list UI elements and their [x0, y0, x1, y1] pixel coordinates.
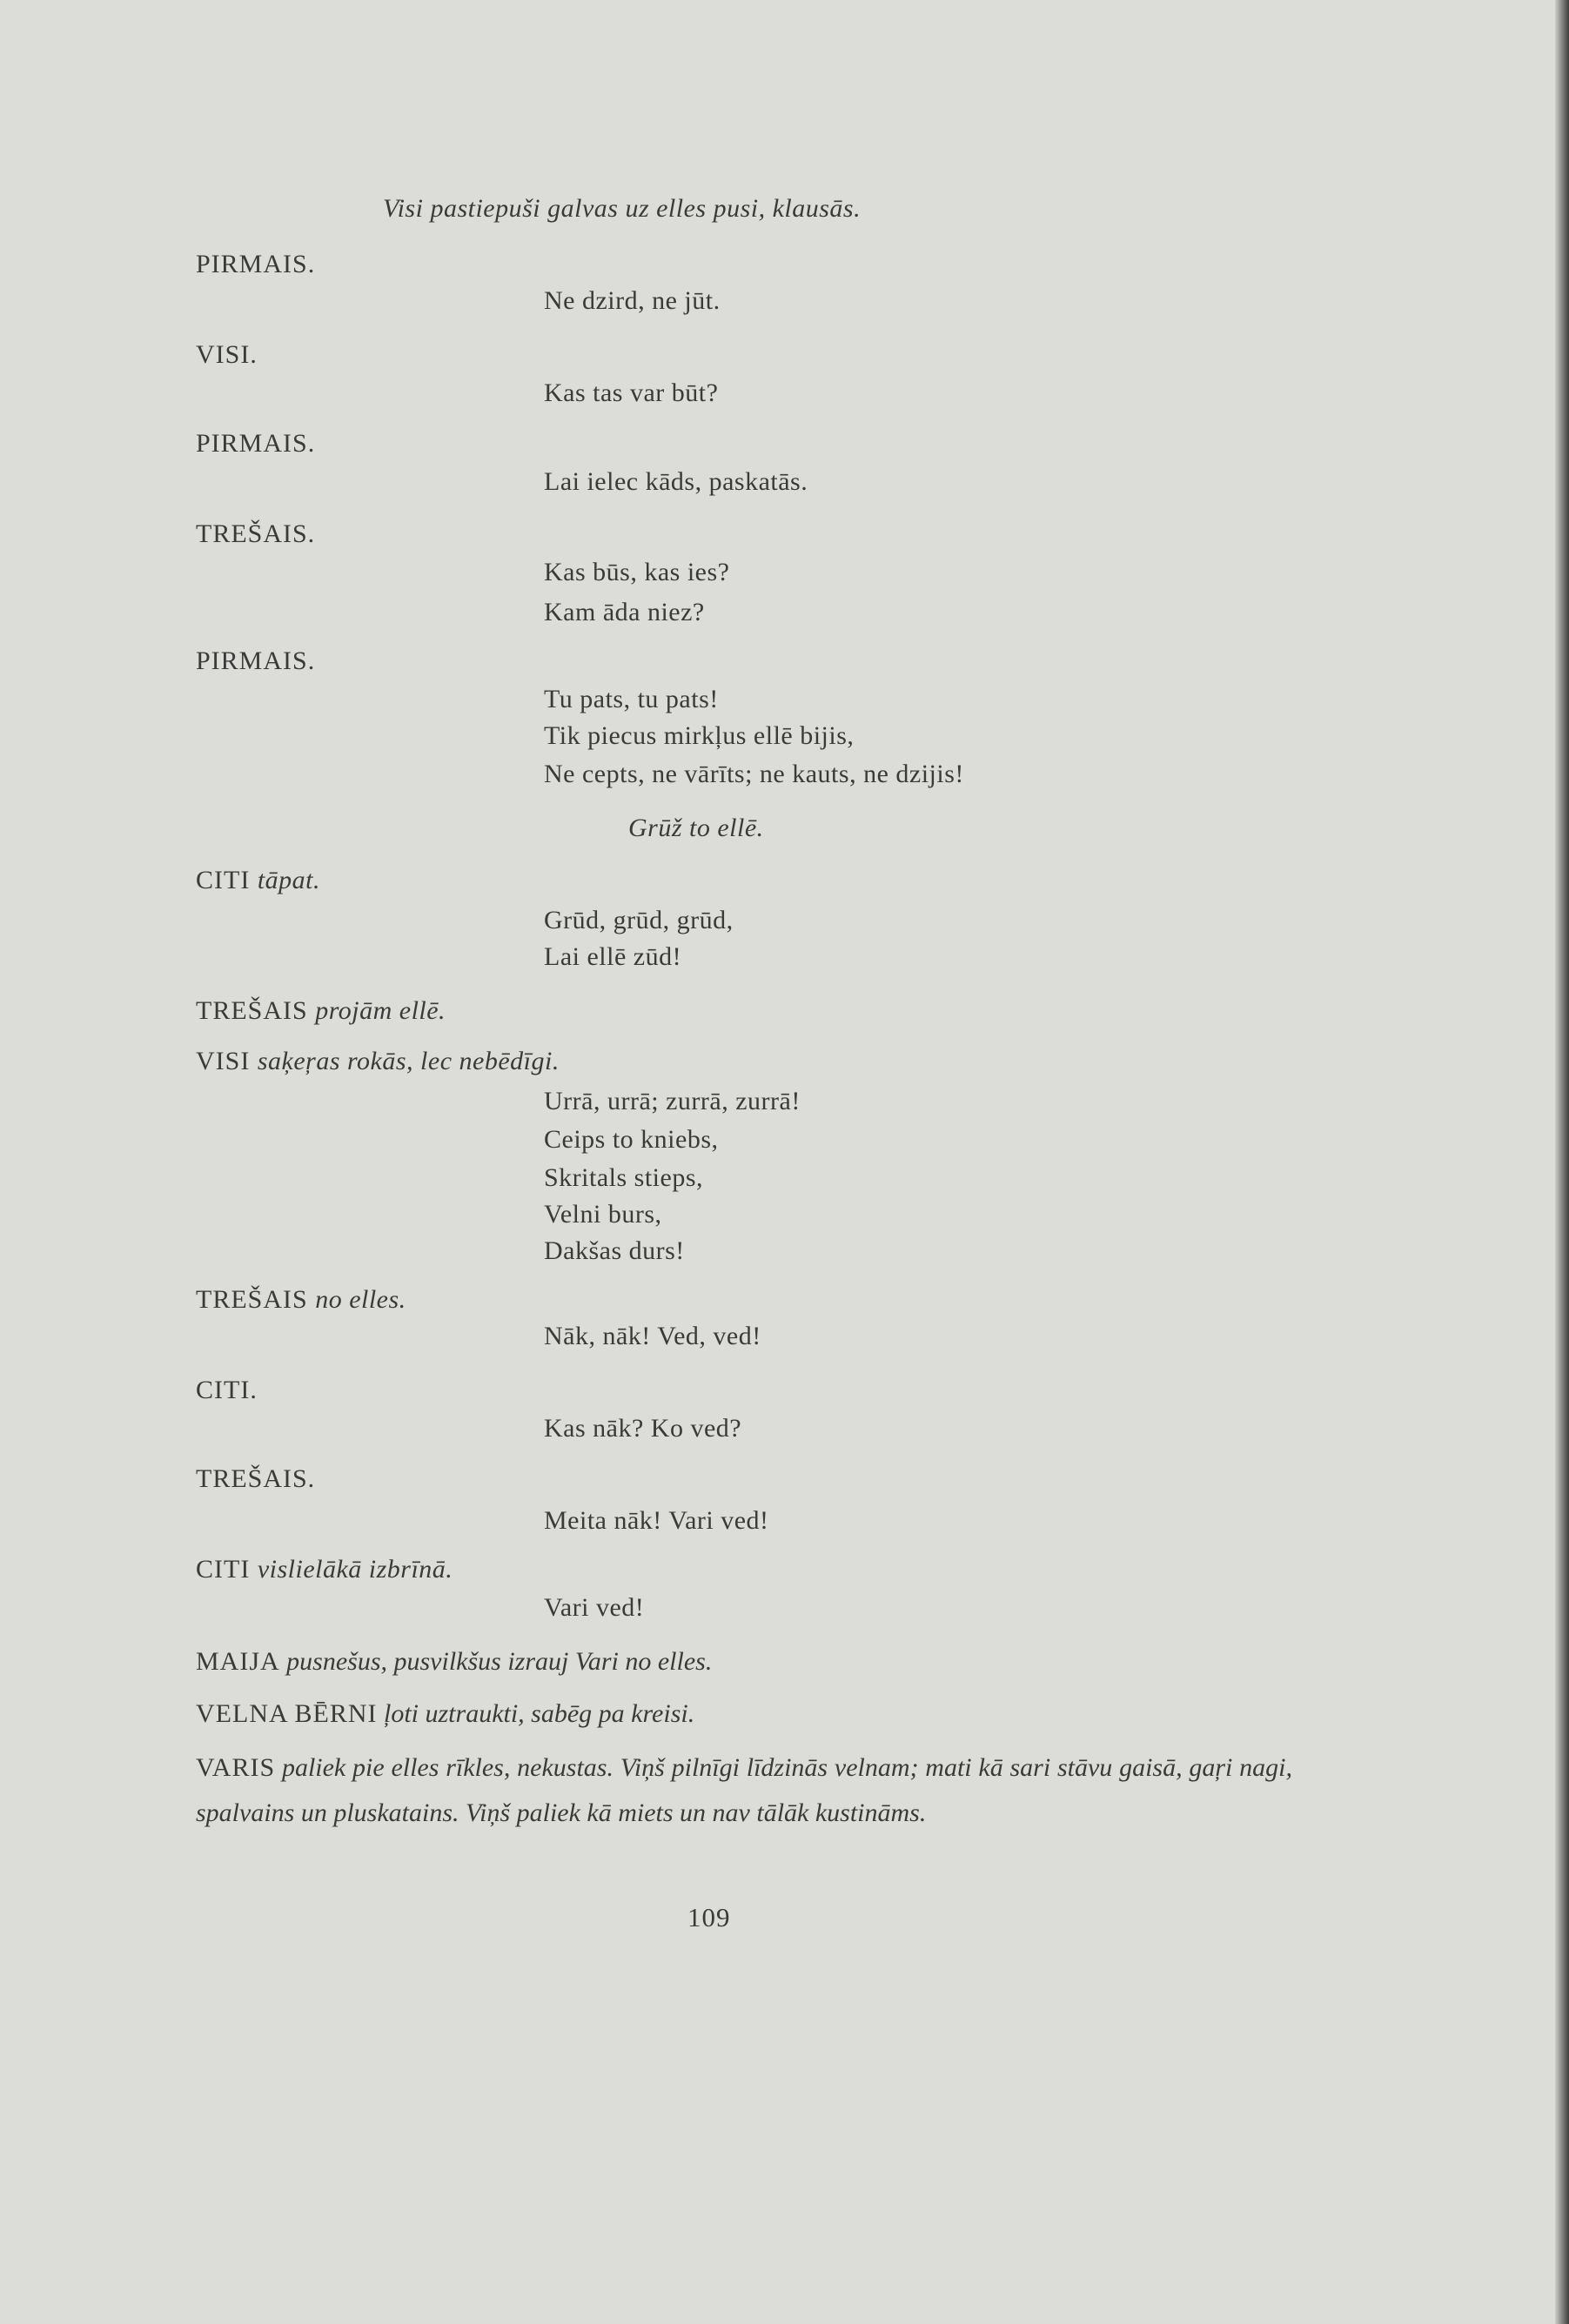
speaker-label: TREŠAIS — [196, 1285, 308, 1314]
speaker-name: PIRMAIS. — [196, 646, 316, 675]
speaker-name: PIRMAIS. — [196, 429, 316, 458]
speaker-name — [196, 1554, 453, 1585]
stage-paragraph — [196, 1639, 1292, 1684]
speaker-direction: vislielākā izbrīnā. — [257, 1555, 453, 1584]
verse-line: Kas būs, kas ies? — [544, 558, 730, 586]
speaker-name: VISI. — [196, 340, 258, 369]
stage-direction: Grūž to ellē. — [628, 814, 764, 842]
stage-text: paliek pie elles rīkles, nekustas. Viņš pilnīgi līdzinās velnam; mati kā sari stāvu gaisā, gaŗi nagi, spalvains un pluskatains. Viņš paliek kā miets un nav tālāk kustināms. — [196, 1753, 1292, 1827]
verse-line: Lai ielec kāds, paskatās. — [544, 467, 808, 496]
speaker-label: CITI — [196, 1555, 251, 1584]
verse-line: Grūd, grūd, grūd, — [544, 906, 734, 934]
verse-line: Nāk, nāk! Ved, ved! — [544, 1322, 761, 1350]
speaker-name: CITI. — [196, 1376, 258, 1404]
speaker-name — [196, 995, 446, 1027]
verse-line: Lai ellē zūd! — [544, 942, 682, 971]
verse-line: Kas nāk? Ko ved? — [544, 1414, 742, 1443]
verse-line: Kam āda niez? — [544, 598, 705, 626]
speaker-label: TREŠAIS — [196, 996, 308, 1025]
verse-line: Ne dzird, ne jūt. — [544, 286, 721, 315]
verse-line: Dakšas durs! — [544, 1236, 685, 1265]
speaker-name — [196, 1046, 560, 1077]
verse-line: Ne cepts, ne vārīts; ne kauts, ne dzijis! — [544, 760, 964, 788]
speaker-label: CITI — [196, 866, 251, 894]
stage-direction: Visi pastiepuši galvas uz elles pusi, klausās. — [383, 194, 862, 223]
page-edge-shadow — [1555, 0, 1569, 2324]
verse-line: Meita nāk! Vari ved! — [544, 1506, 769, 1535]
speaker-direction: tāpat. — [257, 866, 320, 894]
verse-line: Urrā, urrā; zurrā, zurrā! — [544, 1087, 801, 1115]
verse-line: Tu pats, tu pats! — [544, 685, 719, 713]
verse-line: Velni burs, — [544, 1200, 662, 1229]
stage-text: pusnešus, pusvilkšus izrauj Vari no elles. — [286, 1647, 713, 1676]
speaker-name — [196, 1284, 406, 1316]
speaker-direction: saķeŗas rokās, lec nebēdīgi. — [257, 1047, 560, 1075]
character-name: MAIJA — [196, 1647, 280, 1676]
speaker-name — [196, 865, 320, 896]
character-name: VELNA BĒRNI — [196, 1699, 378, 1728]
speaker-name: TREŠAIS. — [196, 519, 316, 548]
verse-line: Ceips to kniebs, — [544, 1125, 719, 1154]
verse-line: Kas tas var būt? — [544, 378, 719, 407]
verse-line: Vari ved! — [544, 1593, 645, 1622]
verse-line: Tik piecus mirkļus ellē bijis, — [544, 721, 855, 750]
character-name: VARIS — [196, 1753, 276, 1782]
speaker-name: TREŠAIS. — [196, 1464, 316, 1493]
verse-line: Skritals stieps, — [544, 1163, 704, 1192]
stage-paragraph — [196, 1745, 1292, 1836]
stage-paragraph — [196, 1691, 1292, 1737]
speaker-name: PIRMAIS. — [196, 250, 316, 278]
speaker-label: VISI — [196, 1047, 251, 1075]
stage-text: ļoti uztraukti, sabēg pa kreisi. — [384, 1699, 695, 1728]
speaker-direction: projām ellē. — [315, 996, 446, 1025]
speaker-direction: no elles. — [315, 1285, 406, 1314]
page-number: 109 — [687, 1902, 731, 1932]
